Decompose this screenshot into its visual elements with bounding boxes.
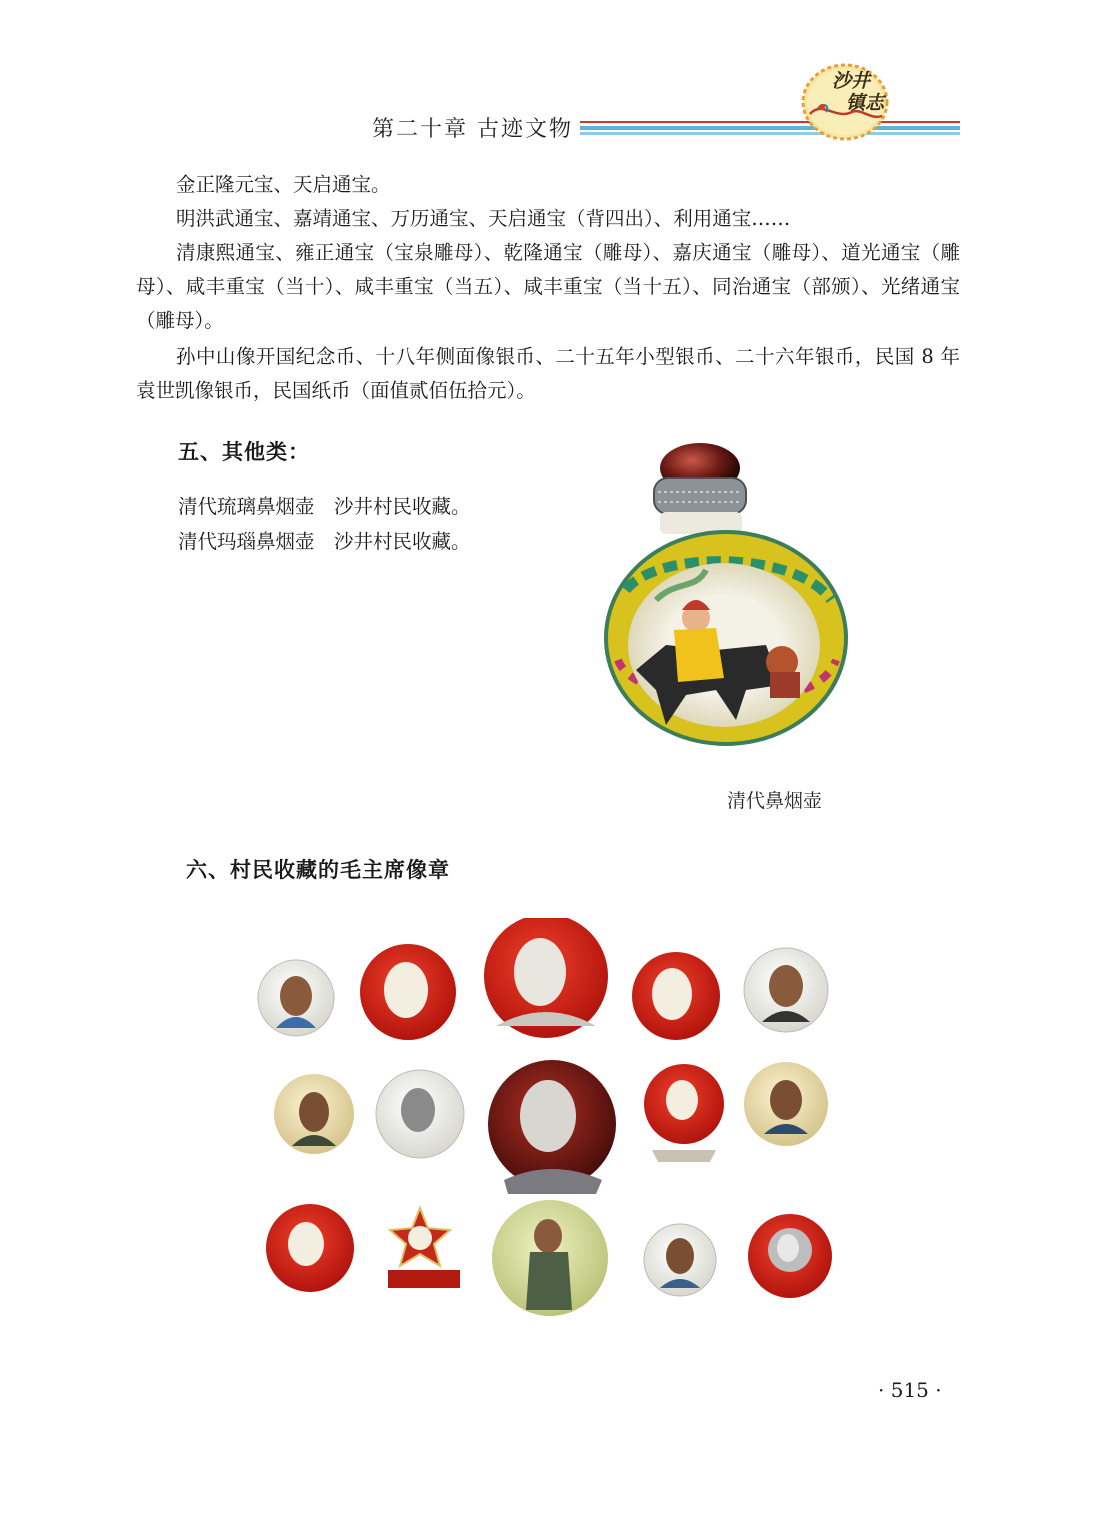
section-heading-other: 五、其他类： [178,440,310,464]
page-number: · 515 · [878,1378,942,1402]
paragraph-ming-coins: 明洪武通宝、嘉靖通宝、万历通宝、天启通宝（背四出）、利用通宝…… [176,207,791,230]
seal-text-bottom: 镇志 [846,92,885,114]
chapter-title: 第二十章 古迹文物 [372,117,573,142]
snuff-bottle-caption: 清代鼻烟壶 [727,790,823,812]
list-item-glass-snuff-bottle: 清代琉璃鼻烟壶 沙井村民收藏。 [178,495,471,518]
paragraph-qing-coins: 清康熙通宝、雍正通宝（宝泉雕母）、乾隆通宝（雕母）、嘉庆通宝（雕母）、道光通宝（雕母）、咸丰重宝（当十）、咸丰重宝（当五）、咸丰重宝（当十五）、同治通宝（部颁）、光绪通宝（雕母）。 [136,241,960,332]
header-rule-light-blue [580,132,960,135]
mao-badges-photo [256,918,836,1328]
paragraph-republic-coins: 孙中山像开国纪念币、十八年侧面像银币、二十五年小型银币、二十六年银币，民国 8 年袁世凯像银币，民国纸币（面值贰佰伍拾元）。 [136,345,960,402]
list-item-agate-snuff-bottle: 清代玛瑙鼻烟壶 沙井村民收藏。 [178,530,471,553]
header-rule-blue [580,126,960,130]
town-gazetteer-seal [800,62,890,142]
section-heading-mao-badges: 六、村民收藏的毛主席像章 [186,858,450,882]
snuff-bottle-photo [596,440,866,760]
paragraph-jin-coins: 金正隆元宝、天启通宝。 [176,173,391,196]
header-rule-red [580,121,960,123]
seal-text-top: 沙井 [832,70,871,92]
